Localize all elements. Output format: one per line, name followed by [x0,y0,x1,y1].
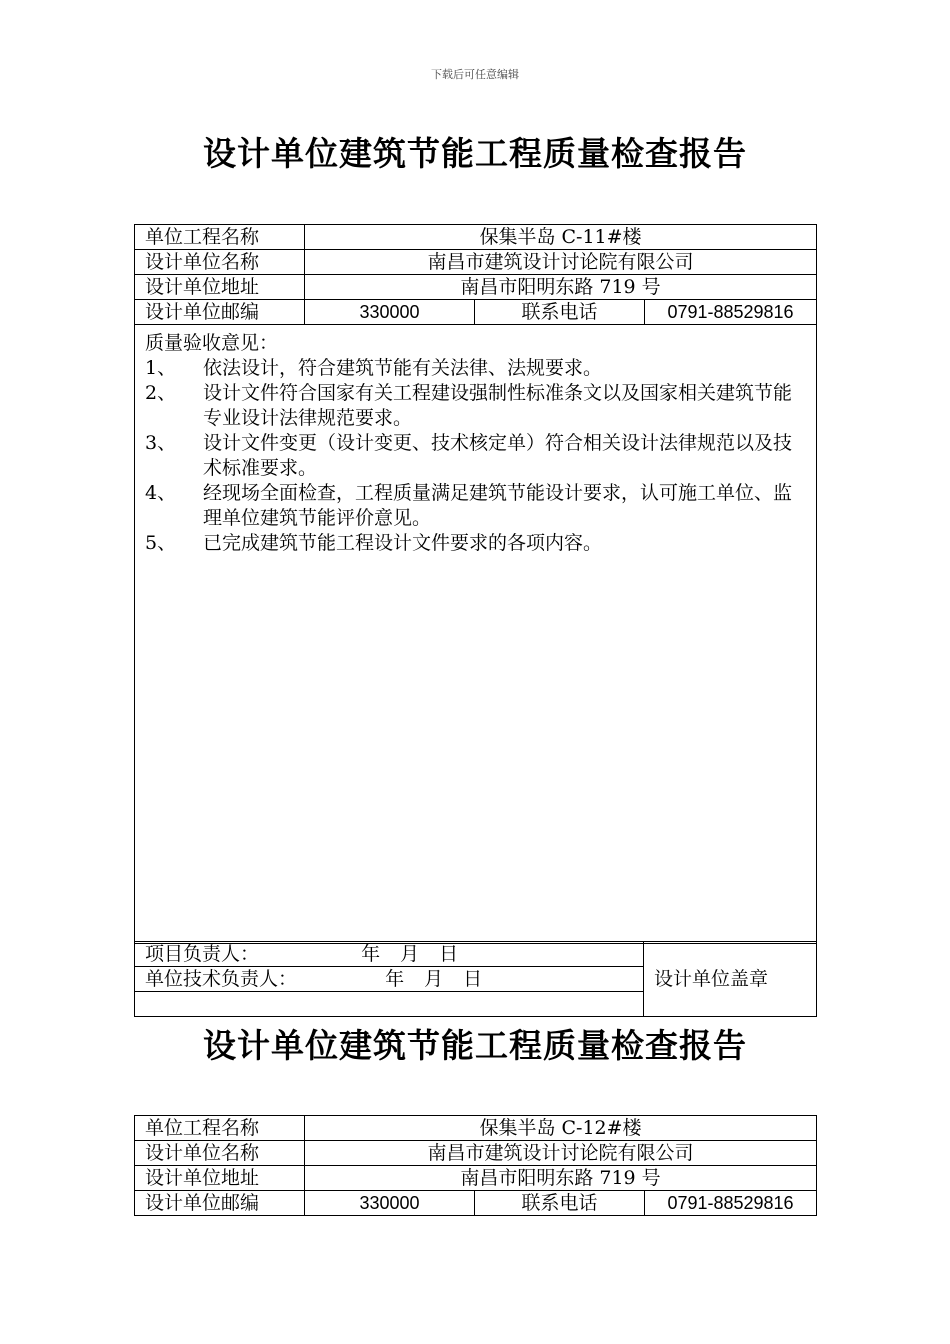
opinion-number: 3、 [145,432,177,454]
tech-leader-label: 单位技术负责人： [145,968,298,990]
report-info-table [134,1115,817,1216]
tech-leader-field [135,967,644,992]
design-unit-value: 南昌市建筑设计讨论院有限公司 [305,250,817,275]
header-note: 下载后可任意编辑 [431,68,519,81]
table-row [135,1141,817,1166]
opinion-number: 2、 [145,382,177,404]
opinion-text: 经现场全面检查，工程质量满足建筑节能设计要求，认可施工单位、监理单位建筑节能评价意见。 [203,482,793,529]
list-item [145,531,806,556]
opinion-number: 4、 [145,482,177,504]
table-row [135,300,817,325]
address-value: 南昌市阳明东路 719 号 [305,1166,817,1191]
opinion-text: 设计文件变更（设计变更、技术核定单）符合相关设计法律规范以及技术标准要求。 [203,432,793,479]
phone-value: 0791-88529816 [645,1191,817,1216]
project-name-label: 单位工程名称 [135,1116,305,1141]
opinion-number: 1、 [145,357,177,379]
opinion-text: 设计文件符合国家有关工程建设强制性标准条文以及国家相关建筑节能专业设计法律规范要求。 [203,382,793,429]
empty-cell [135,992,644,1017]
tech-leader-date: 年 月 日 [385,968,483,990]
postcode-value: 330000 [305,300,475,325]
phone-value: 0791-88529816 [645,300,817,325]
project-leader-date: 年 月 日 [361,943,459,965]
opinion-text: 已完成建筑节能工程设计文件要求的各项内容。 [203,532,603,554]
list-item [145,381,806,431]
design-unit-label: 设计单位名称 [135,1141,305,1166]
list-item [145,431,806,481]
table-row [135,1166,817,1191]
opinion-text: 依法设计，符合建筑节能有关法律、法规要求。 [203,357,603,379]
opinion-number: 5、 [145,532,177,554]
table-row [135,275,817,300]
stamp-cell: 设计单位盖章 [644,942,817,1017]
list-item [145,481,806,531]
table-row [135,250,817,275]
address-label: 设计单位地址 [135,1166,305,1191]
table-row [135,1116,817,1141]
project-leader-field [135,942,644,967]
signature-table [134,941,817,1017]
project-name-value: 保集半岛 C-11#楼 [305,225,817,250]
address-value: 南昌市阳明东路 719 号 [305,275,817,300]
address-label: 设计单位地址 [135,275,305,300]
table-row [135,1191,817,1216]
project-leader-label: 项目负责人： [145,943,260,965]
design-unit-value: 南昌市建筑设计讨论院有限公司 [305,1141,817,1166]
postcode-label: 设计单位邮编 [135,300,305,325]
report-info-table [134,224,817,944]
project-name-value: 保集半岛 C-12#楼 [305,1116,817,1141]
postcode-value: 330000 [305,1191,475,1216]
opinion-cell [135,325,817,944]
phone-label: 联系电话 [475,1191,645,1216]
table-row [135,942,817,967]
design-unit-label: 设计单位名称 [135,250,305,275]
table-row [135,325,817,944]
project-name-label: 单位工程名称 [135,225,305,250]
report-title: 设计单位建筑节能工程质量检查报告 [203,134,747,173]
opinion-heading: 质量验收意见： [145,332,279,354]
report-title: 设计单位建筑节能工程质量检查报告 [203,1026,747,1065]
list-item [145,356,806,381]
table-row [135,225,817,250]
postcode-label: 设计单位邮编 [135,1191,305,1216]
phone-label: 联系电话 [475,300,645,325]
